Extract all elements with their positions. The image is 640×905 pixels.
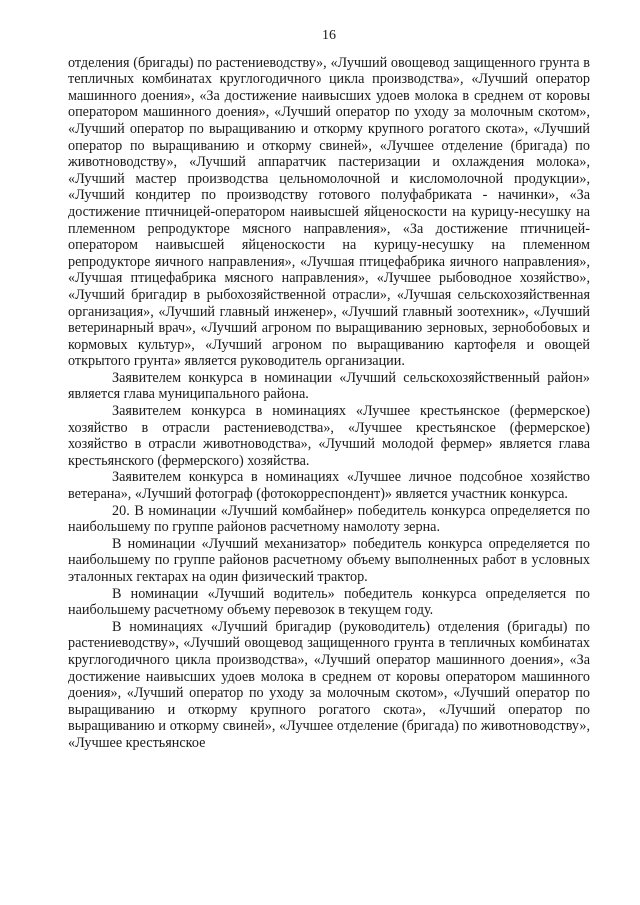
paragraph-driver: В номинации «Лучший водитель» победитель конкурса определяется по наибольшему расчетному объему перевозок в текущем году. [68,585,590,619]
paragraph-brigadier-nominations: В номинациях «Лучший бригадир (руководитель) отделения (бригады) по растениеводству», «Лучший овощевод защищенного грунта в тепличных комбинатах круглогодичного цикла производства», «Лучший оператор машинного доения», «За достижение наивысших удоев молока в среднем от коровы оператором машинного доения», «Лучший оператор по уходу за молочным скотом», «Лучший оператор по выращиванию и откорму крупного рогатого скота», «Лучший оператор по выращиванию и откорму свиней», «Лучшее отделение (бригада) по животноводству», «Лучшее крестьянское [68,618,590,751]
paragraph-item-20-combine: 20. В номинации «Лучший комбайнер» победитель конкурса определяется по наибольшему по группе районов расчетному намолоту зерна. [68,502,590,536]
paragraph-mechanic: В номинации «Лучший механизатор» победитель конкурса определяется по наибольшему по группе районов расчетному объему выполненных работ в условных эталонных гектарах на один физический трактор. [68,535,590,585]
paragraph-farm-applicant: Заявителем конкурса в номинациях «Лучшее крестьянское (фермерское) хозяйство в отрасли растениеводства», «Лучшее крестьянское (фермерское) хозяйство в отрасли животноводства», «Лучший молодой фермер» является глава крестьянского (фермерского) хозяйства. [68,403,590,469]
paragraph-veteran-applicant: Заявителем конкурса в номинациях «Лучшее личное подсобное хозяйство ветерана», «Лучший фотограф (фотокорреспондент)» является участник конкурса. [68,469,590,503]
document-page [68,28,590,752]
paragraph-district-applicant: Заявителем конкурса в номинации «Лучший сельскохозяйственный район» является глава муниципального района. [68,369,590,403]
paragraph-continuation: отделения (бригады) по растениеводству», «Лучший овощевод защищенного грунта в тепличных комбинатах круглогодичного цикла производства», «Лучший оператор машинного доения», «За достижение наивысших удоев молока в среднем от коровы оператором машинного доения», «Лучший оператор по уходу за молочным скотом», «Лучший оператор по выращиванию и откорму крупного рогатого скота», «Лучший оператор по выращиванию и откорму свиней», «Лучшее отделение (бригада) по животноводству», «Лучший аппаратчик пастеризации и охлаждения молока», «Лучший мастер производства цельномолочной и кисломолочной продукции», «Лучший кондитер по производству готового полуфабриката - начинки», «За достижение птичницей-оператором наивысшей яйценоскости на курицу-несушку на племенном репродукторе мясного направления», «За достижение птичницей-оператором наивысшей яйценоскости на курицу-несушку на племенном репродукторе яичного направления», «Лучшая птицефабрика яичного направления», «Лучшая птицефабрика мясного направления», «Лучшее рыбоводное хозяйство», «Лучший бригадир в рыбохозяйственной отрасли», «Лучшая сельскохозяйственная организация», «Лучший главный инженер», «Лучший главный зоотехник», «Лучший ветеринарный врач», «Лучший агроном по выращиванию зерновых, зернобобовых и кормовых культур», «Лучший агроном по выращиванию картофеля и овощей открытого грунта» является руководитель организации. [68,54,590,370]
page-number: 16 [322,28,336,43]
